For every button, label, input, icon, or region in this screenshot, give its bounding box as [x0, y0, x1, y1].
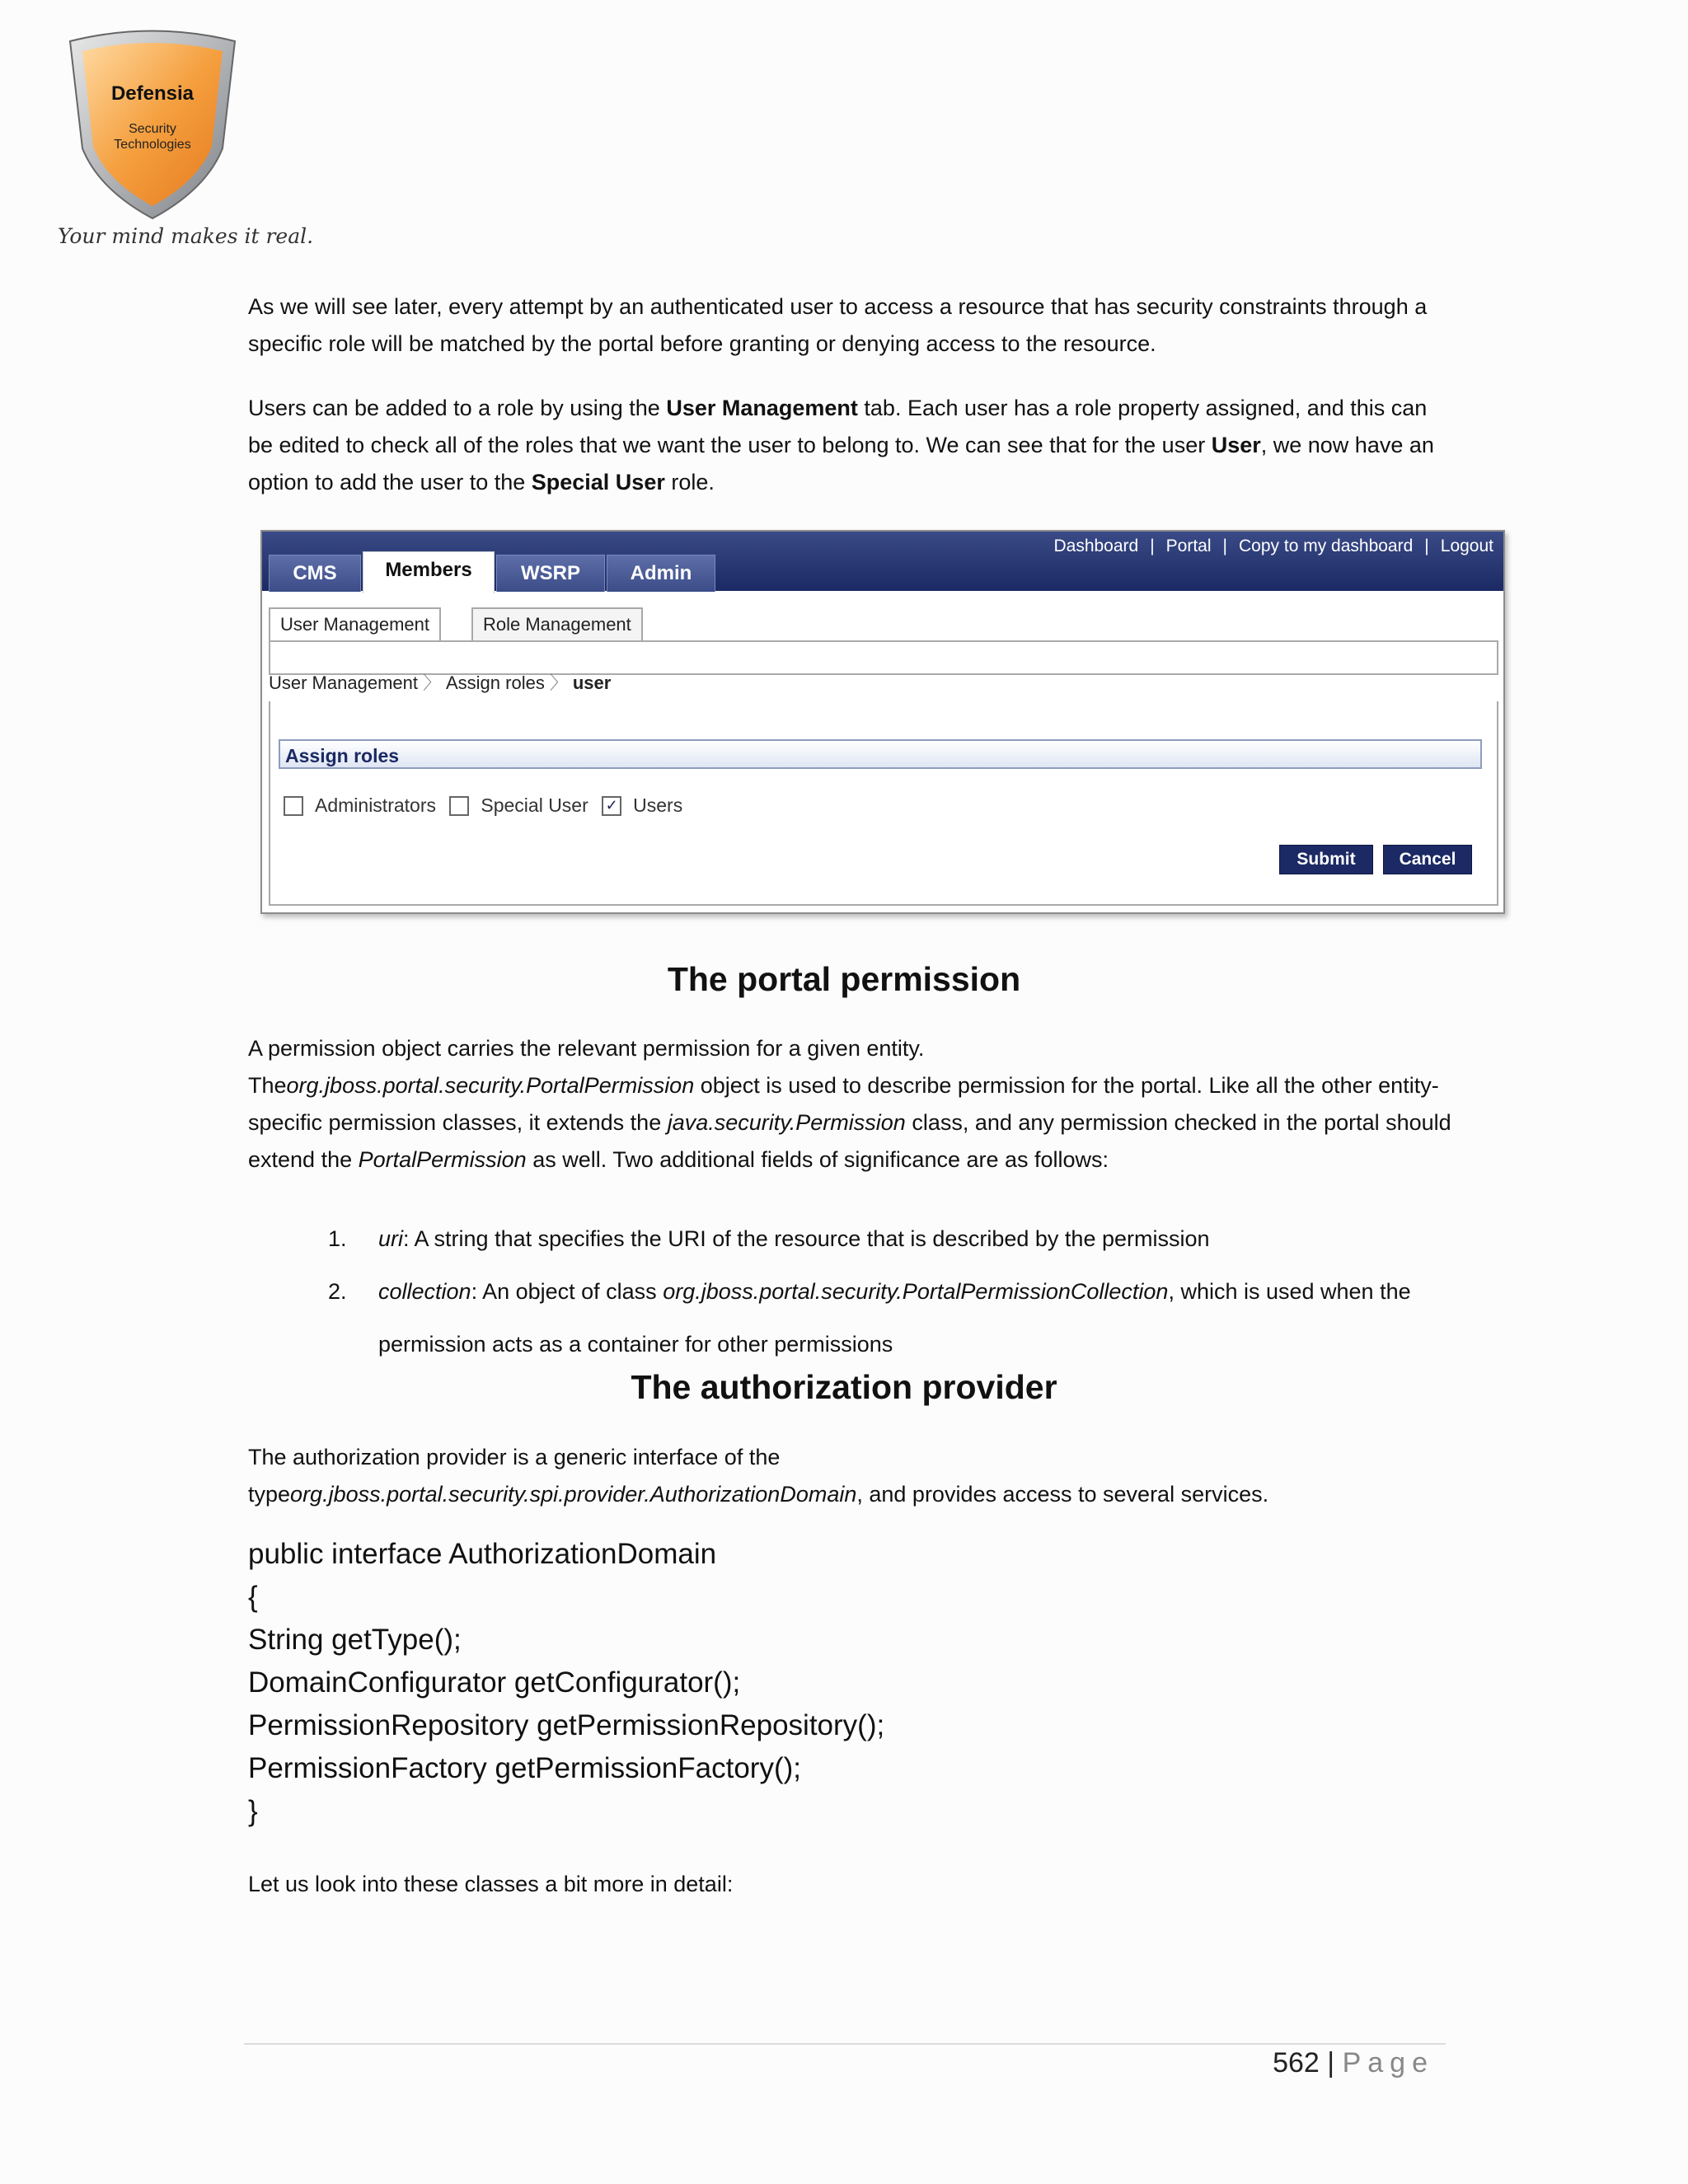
- footer-divider: [244, 2043, 1446, 2045]
- text-run: role.: [664, 470, 715, 494]
- paragraph-intro-1: As we will see later, every attempt by an authenticated user to access a resource that has security constraints through a specific role will be matched by the portal before granting or denying access to the resource.: [248, 294, 1428, 356]
- assign-roles-header: Assign roles: [279, 739, 1482, 769]
- logo-name: Defensia: [110, 82, 195, 105]
- text-run: : An object of class: [471, 1279, 663, 1304]
- text-run: class, and any permission checked in the portal should extend the: [248, 1110, 1451, 1172]
- users-label: Users: [633, 794, 683, 817]
- role-checkboxes: [284, 794, 691, 817]
- text-run: tab. Each user has a role property assigned, and this can be edited to check all of the roles that we want the user to belong to. We can see that for the user: [248, 396, 1428, 457]
- breadcrumb-user-management[interactable]: User Management: [269, 673, 418, 693]
- portal-screenshot: [260, 530, 1505, 914]
- tab-admin[interactable]: Admin: [607, 555, 715, 592]
- paragraph-permission-2: [248, 1067, 1451, 1179]
- submit-button[interactable]: Submit: [1279, 845, 1373, 874]
- code-line: }: [248, 1795, 258, 1827]
- italic-run: uri: [378, 1226, 404, 1251]
- paragraph-permission-1: A permission object carries the relevant permission for a given entity.: [248, 1036, 925, 1061]
- italic-run: PortalPermission: [358, 1147, 527, 1172]
- bold-run: Special User: [531, 470, 665, 494]
- page-number-value: 562: [1273, 2047, 1320, 2079]
- code-line: String getType();: [248, 1624, 462, 1656]
- page-label: Page: [1342, 2047, 1434, 2079]
- breadcrumb: [269, 667, 611, 700]
- code-line: DomainConfigurator getConfigurator();: [248, 1666, 741, 1699]
- text-run: as well. Two additional fields of significance are as follows:: [526, 1147, 1109, 1172]
- logo-tagline: Your mind makes it real.: [58, 224, 314, 248]
- administrators-checkbox[interactable]: [284, 796, 303, 816]
- portal-link[interactable]: Portal: [1165, 537, 1212, 555]
- paragraph-auth-1: The authorization provider is a generic interface of the: [248, 1445, 781, 1469]
- text-run: The: [248, 1073, 287, 1098]
- text-run: : A string that specifies the URI of the resource that is described by the permission: [403, 1226, 1210, 1251]
- bold-run: User Management: [666, 396, 858, 420]
- text-run: object is used to describe permission for the portal. Like all the other entity-specific permission classes, it extends the: [248, 1073, 1439, 1135]
- code-line: {: [248, 1581, 258, 1613]
- italic-run: org.jboss.portal.security.PortalPermissionCollection: [663, 1279, 1169, 1304]
- breadcrumb-chevron-icon: 〉: [549, 673, 568, 693]
- breadcrumb-chevron-icon: 〉: [422, 673, 441, 693]
- text-run: Users can be added to a role by using the: [248, 396, 667, 420]
- italic-run: java.security.Permission: [667, 1110, 906, 1135]
- link-separator: |: [1424, 537, 1429, 555]
- list-item-collection: [378, 1273, 1450, 1310]
- italic-run: org.jboss.portal.security.spi.provider.AuthorizationDomain: [290, 1482, 857, 1507]
- dashboard-link[interactable]: Dashboard: [1053, 537, 1139, 555]
- logo-sub1: Security: [129, 122, 176, 136]
- code-line: public interface AuthorizationDomain: [248, 1538, 717, 1570]
- text-run: , and provides access to several services.: [856, 1482, 1269, 1507]
- tab-wsrp[interactable]: WSRP: [496, 555, 605, 592]
- subtab-role-management[interactable]: Role Management: [471, 607, 643, 642]
- bold-run: User: [1211, 433, 1261, 457]
- cancel-button[interactable]: Cancel: [1383, 845, 1472, 874]
- heading-portal-permission: The portal permission: [667, 960, 1021, 998]
- italic-run: org.jboss.portal.security.PortalPermission: [286, 1073, 695, 1098]
- page-separator: |: [1327, 2047, 1335, 2079]
- logout-link[interactable]: Logout: [1440, 537, 1493, 555]
- breadcrumb-current: user: [572, 673, 612, 693]
- logo-sub2: Technologies: [114, 138, 191, 152]
- heading-authorization-provider: The authorization provider: [631, 1368, 1057, 1406]
- page-number: [1071, 2047, 1434, 2079]
- text-run: , we now have an option to add the user to the: [248, 433, 1434, 494]
- subtab-user-management[interactable]: User Management: [269, 607, 441, 644]
- administrators-label: Administrators: [315, 794, 436, 817]
- italic-run: collection: [378, 1279, 471, 1304]
- users-checkbox[interactable]: ✓: [602, 796, 621, 816]
- list-number: 2.: [328, 1279, 347, 1304]
- list-item-uri: [378, 1221, 1450, 1258]
- paragraph-auth-2: [248, 1476, 1451, 1513]
- link-separator: |: [1150, 537, 1155, 555]
- special-user-label: Special User: [481, 794, 588, 817]
- list-item-collection-cont: permission acts as a container for other permissions: [378, 1332, 893, 1357]
- link-separator: |: [1222, 537, 1227, 555]
- paragraph-closing: Let us look into these classes a bit more in detail:: [248, 1872, 734, 1896]
- list-number: 1.: [328, 1226, 347, 1251]
- tab-members[interactable]: Members: [363, 551, 495, 593]
- top-links: [1053, 537, 1493, 556]
- code-line: PermissionRepository getPermissionRepository();: [248, 1709, 885, 1741]
- paragraph-intro-2: [248, 390, 1451, 501]
- copy-dashboard-link[interactable]: Copy to my dashboard: [1239, 537, 1414, 555]
- code-line: PermissionFactory getPermissionFactory();: [248, 1752, 801, 1784]
- breadcrumb-assign-roles[interactable]: Assign roles: [446, 673, 545, 693]
- text-run: , which is used when the: [1168, 1279, 1411, 1304]
- tab-cms[interactable]: CMS: [269, 555, 361, 592]
- text-run: type: [248, 1482, 291, 1507]
- special-user-checkbox[interactable]: [449, 796, 469, 816]
- code-block: [248, 1533, 884, 1833]
